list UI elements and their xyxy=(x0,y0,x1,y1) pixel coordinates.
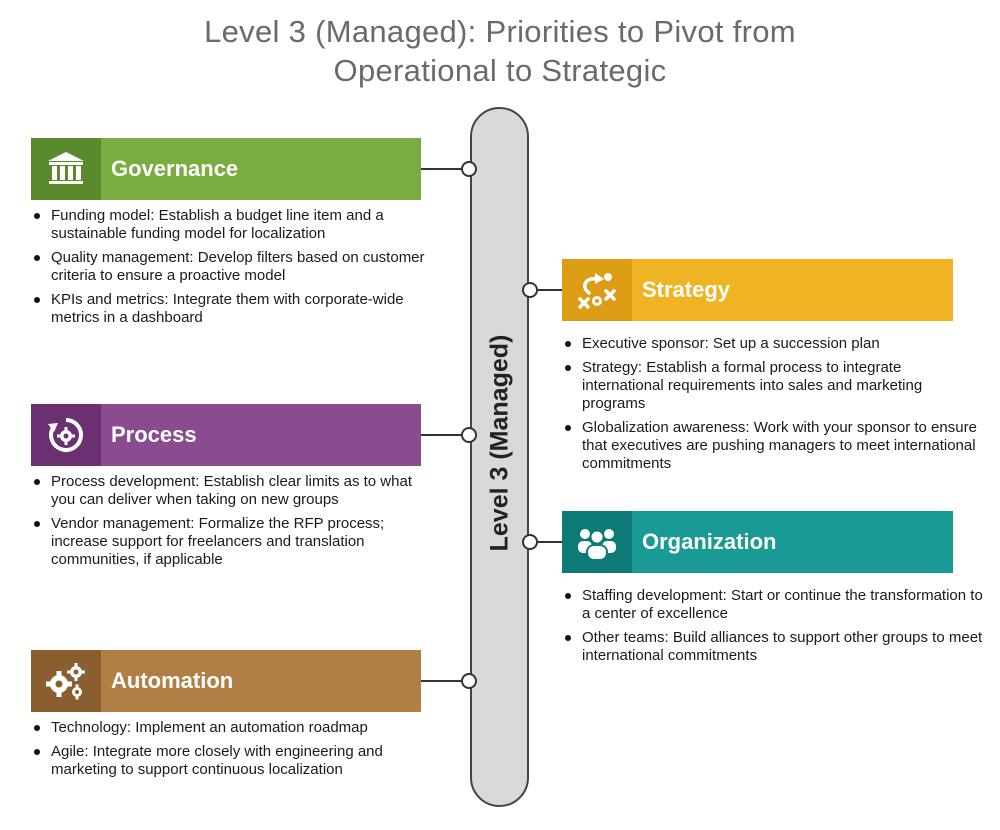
gears-icon xyxy=(44,661,88,701)
list-item: Technology: Implement an automation roadmap xyxy=(31,719,431,737)
list-item: Strategy: Establish a formal process to integrate international requirements into sales and marketing programs xyxy=(562,359,987,413)
process-bullets xyxy=(31,473,431,575)
bank-icon xyxy=(46,150,86,188)
strategy-header xyxy=(562,259,953,321)
list-item: Quality management: Develop filters based on customer criteria to ensure a proactive model xyxy=(31,249,431,285)
governance-bullets xyxy=(31,207,431,333)
process-dot xyxy=(461,427,477,443)
governance-dot xyxy=(461,161,477,177)
strategy-label: Strategy xyxy=(642,277,731,302)
automation-connector xyxy=(420,680,462,682)
governance-label: Governance xyxy=(111,156,239,181)
list-item: Process development: Establish clear limits as to what you can deliver when taking on new groups xyxy=(31,473,431,509)
governance-connector xyxy=(420,168,462,170)
process-connector xyxy=(420,434,462,436)
list-item: KPIs and metrics: Integrate them with corporate-wide metrics in a dashboard xyxy=(31,291,431,327)
strategy-icon-box xyxy=(562,259,632,321)
automation-label: Automation xyxy=(111,668,234,693)
governance-icon-box xyxy=(31,138,101,200)
list-item: Agile: Integrate more closely with engineering and marketing to support continuous localization xyxy=(31,743,431,779)
process-icon-box xyxy=(31,404,101,466)
automation-bullets xyxy=(31,719,431,785)
automation-header xyxy=(31,650,421,712)
governance-header xyxy=(31,138,421,200)
process-label: Process xyxy=(111,422,197,447)
title-line-1: Level 3 (Managed): Priorities to Pivot from xyxy=(204,14,796,49)
automation-dot xyxy=(461,673,477,689)
strategy-connector xyxy=(538,289,564,291)
automation-icon-box xyxy=(31,650,101,712)
list-item: Globalization awareness: Work with your sponsor to ensure that executives are pushing managers to meet international commitments xyxy=(562,419,987,473)
organization-connector xyxy=(538,541,564,543)
strategy-dot xyxy=(522,282,538,298)
organization-label: Organization xyxy=(642,529,777,554)
organization-icon-box xyxy=(562,511,632,573)
list-item: Funding model: Establish a budget line item and a sustainable funding model for localization xyxy=(31,207,431,243)
organization-dot xyxy=(522,534,538,550)
list-item: Staffing development: Start or continue the transformation to a center of excellence xyxy=(562,587,992,623)
list-item: Executive sponsor: Set up a succession plan xyxy=(562,335,987,353)
list-item: Other teams: Build alliances to support other groups to meet international commitments xyxy=(562,629,992,665)
list-item: Vendor management: Formalize the RFP process; increase support for freelancers and translation communities, if applicable xyxy=(31,515,431,569)
cycle-gear-icon xyxy=(46,415,86,455)
diagram-title xyxy=(0,12,1000,90)
title-line-2: Operational to Strategic xyxy=(333,53,667,88)
strategy-bullets xyxy=(562,335,987,479)
process-header xyxy=(31,404,421,466)
organization-header xyxy=(562,511,953,573)
organization-bullets xyxy=(562,587,992,671)
spine-label: Level 3 (Managed) xyxy=(485,334,514,552)
people-group-icon xyxy=(574,522,620,562)
strategy-play-icon xyxy=(575,269,619,311)
